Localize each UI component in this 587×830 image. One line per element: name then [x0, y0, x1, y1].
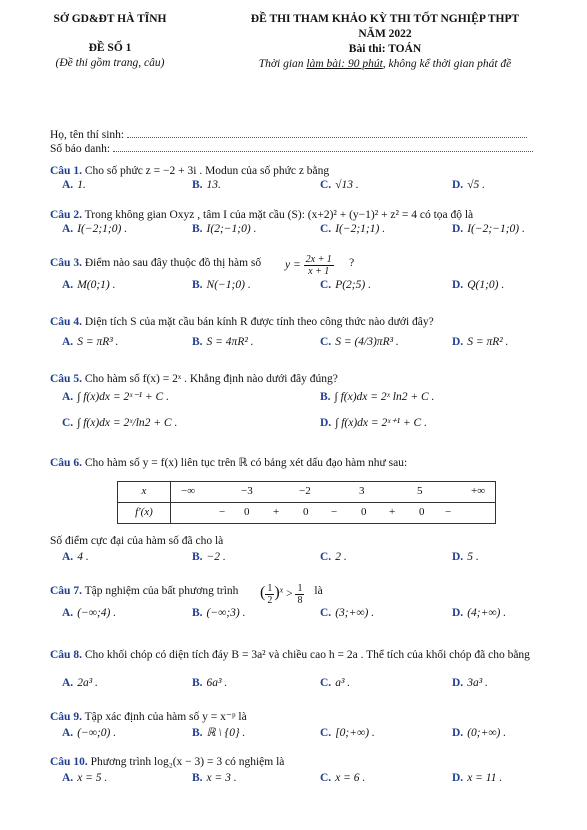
option-c[interactable]: C. 2 .	[320, 551, 347, 563]
option-a[interactable]: A. I(−2;1;0) .	[62, 223, 128, 235]
candidate-name-label: Họ, tên thí sinh:	[50, 129, 125, 141]
sign-table-derivative-sign: −	[445, 506, 452, 518]
option-b[interactable]: B. N(−1;0) .	[192, 279, 251, 291]
option-c[interactable]: C. P(2;5) .	[320, 279, 371, 291]
sign-table-x-value: −∞	[181, 485, 196, 497]
q7-inequality: ( $\frac{1}{2}$ )$^x$ > $\frac{1}{8}$	[260, 583, 303, 606]
sign-table-x-value: −2	[299, 485, 311, 497]
option-b[interactable]: B. x = 3 .	[192, 772, 237, 784]
option-d[interactable]: D. 5 .	[452, 551, 479, 563]
department: SỞ GD&ĐT HÀ TĨNH	[53, 13, 167, 25]
question-8	[50, 648, 550, 689]
option-b[interactable]: B. S = 4πR² .	[192, 336, 254, 348]
option-a[interactable]: A. (−∞;0) .	[62, 727, 117, 739]
option-a[interactable]: A. 2a³ .	[62, 677, 98, 689]
option-b[interactable]: B. ℝ \ {0} .	[192, 727, 246, 739]
sign-table	[117, 481, 496, 524]
options-row	[50, 178, 550, 192]
question-text: Câu 3. Điểm nào sau đây thuộc đồ thị hàm số ?	[50, 257, 355, 269]
option-a[interactable]: A. ∫ f(x)dx = 2ˣ⁻¹ + C .	[62, 391, 169, 403]
option-d[interactable]: D. ∫ f(x)dx = 2ˣ⁺¹ + C .	[320, 417, 427, 429]
exam-year: NĂM 2022	[358, 28, 412, 40]
candidate-id-label: Số báo danh:	[50, 143, 111, 155]
option-d[interactable]: D. x = 11 .	[452, 772, 503, 784]
option-c[interactable]: C. √13 .	[320, 179, 359, 191]
sign-table-derivative-sign: 0	[303, 506, 309, 518]
question-text: Câu 10. Phương trình log₂(x − 3) = 3 có nghiệm là	[50, 756, 285, 768]
q3-formula: y = $\frac{2x + 1}{x + 1}$	[285, 254, 332, 277]
sign-table-x-value: 3	[359, 485, 365, 497]
option-d[interactable]: D. √5 .	[452, 179, 485, 191]
sign-table-derivative-sign: 0	[244, 506, 250, 518]
question-text: Câu 1. Cho số phức z = −2 + 3i . Modun của số phức z bằng	[50, 165, 330, 177]
question-2	[50, 208, 550, 235]
question-9	[50, 710, 550, 739]
sign-table-row-x: x −∞ −3 −2 3 5 +∞	[118, 482, 496, 503]
option-b[interactable]: B. 13.	[192, 179, 221, 191]
option-c[interactable]: C. (3;+∞) .	[320, 607, 375, 619]
sign-table-derivative-sign: 0	[419, 506, 425, 518]
options-row	[50, 726, 550, 740]
question-10	[50, 755, 550, 784]
option-a[interactable]: A. M(0;1) .	[62, 279, 116, 291]
question-4	[50, 315, 550, 348]
sign-table-x-value: +∞	[471, 485, 486, 497]
option-d[interactable]: D. (0;+∞) .	[452, 727, 507, 739]
question-text: Câu 4. Diện tích S của mặt cầu bán kính R được tính theo công thức nào dưới đây?	[50, 316, 434, 328]
option-a[interactable]: A. 4 .	[62, 551, 89, 563]
candidate-id-line	[50, 142, 540, 156]
option-d[interactable]: D. 3a³ .	[452, 677, 488, 689]
exam-title: ĐỀ THI THAM KHẢO KỲ THI TỐT NGHIỆP THPT	[250, 13, 520, 25]
question-text: Câu 5. Cho hàm số f(x) = 2ˣ . Khẳng định nào dưới đây đúng?	[50, 373, 338, 385]
question-text: Câu 7. Tập nghiệm của bất phương trình là	[50, 585, 323, 597]
option-d[interactable]: D. (4;+∞) .	[452, 607, 507, 619]
options-row	[50, 335, 550, 349]
option-d[interactable]: D. Q(1;0) .	[452, 279, 505, 291]
option-c[interactable]: C. I(−2;1;1) .	[320, 223, 386, 235]
question-text: Câu 8. Cho khối chóp có diện tích đáy B = 3a² và chiều cao h = 2a . Thể tích của khối chóp đã cho bằng	[50, 649, 530, 661]
option-a[interactable]: A. (−∞;4) .	[62, 607, 117, 619]
options-row	[50, 771, 550, 785]
option-c[interactable]: C. x = 6 .	[320, 772, 366, 784]
question-1	[50, 164, 550, 191]
sign-table-derivative-sign: +	[389, 506, 396, 518]
option-d[interactable]: D. I(−2;−1;0) .	[452, 223, 525, 235]
question-text: Câu 9. Tập xác định của hàm số y = x⁻ᵖ là	[50, 711, 247, 723]
sign-table-derivative-sign: −	[219, 506, 226, 518]
options-row	[50, 222, 550, 236]
option-c[interactable]: C. a³ .	[320, 677, 351, 689]
option-a[interactable]: A. 1.	[62, 179, 86, 191]
page-note: (Đề thi gồm trang, câu)	[55, 57, 165, 69]
option-c[interactable]: C. [0;+∞) .	[320, 727, 375, 739]
sign-table-x-value: 5	[417, 485, 423, 497]
sign-table-row-derivative: f′(x) − 0 + 0 − 0 + 0 −	[118, 503, 496, 524]
question-text: Câu 6. Cho hàm số y = f(x) liên tục trên ℝ có bảng xét dấu đạo hàm như sau:	[50, 457, 408, 469]
question-5	[50, 372, 550, 429]
option-b[interactable]: B. (−∞;3) .	[192, 607, 246, 619]
exam-subject: Bài thi: TOÁN	[348, 43, 422, 55]
question-6-prompt: Số điểm cực đại của hàm số đã cho là	[50, 535, 224, 547]
options-row	[50, 278, 550, 292]
options-row	[50, 676, 550, 690]
sign-table-derivative-sign: −	[331, 506, 338, 518]
header-left	[30, 12, 190, 71]
option-c[interactable]: C. ∫ f(x)dx = 2ˣ/ln2 + C .	[62, 417, 178, 429]
option-a[interactable]: A. x = 5 .	[62, 772, 108, 784]
sign-table-x-value: −3	[241, 485, 253, 497]
candidate-id-field[interactable]	[113, 151, 533, 152]
option-b[interactable]: B. ∫ f(x)dx = 2ˣ ln2 + C .	[320, 391, 435, 403]
option-b[interactable]: B. −2 .	[192, 551, 226, 563]
exam-time: Thời gian làm bài: 90 phút, không kể thời gian phát đề	[258, 58, 512, 70]
option-c[interactable]: C. S = (4/3)πR³ .	[320, 336, 399, 348]
sign-table-derivative-sign: 0	[361, 506, 367, 518]
options-row	[50, 550, 550, 564]
candidate-name-field[interactable]	[127, 137, 527, 138]
option-d[interactable]: D. S = πR² .	[452, 336, 509, 348]
exam-code: ĐỀ SỐ 1	[88, 42, 132, 54]
question-text: Câu 2. Trong không gian Oxyz , tâm I của mặt cầu (S): (x+2)² + (y−1)² + z² = 4 có tọa độ là	[50, 209, 474, 221]
sign-table-derivative-sign: +	[273, 506, 280, 518]
option-a[interactable]: A. S = πR³ .	[62, 336, 119, 348]
candidate-name-line	[50, 128, 540, 142]
option-b[interactable]: B. I(2;−1;0) .	[192, 223, 257, 235]
option-b[interactable]: B. 6a³ .	[192, 677, 228, 689]
header-right	[205, 12, 565, 72]
options-row	[50, 606, 550, 620]
